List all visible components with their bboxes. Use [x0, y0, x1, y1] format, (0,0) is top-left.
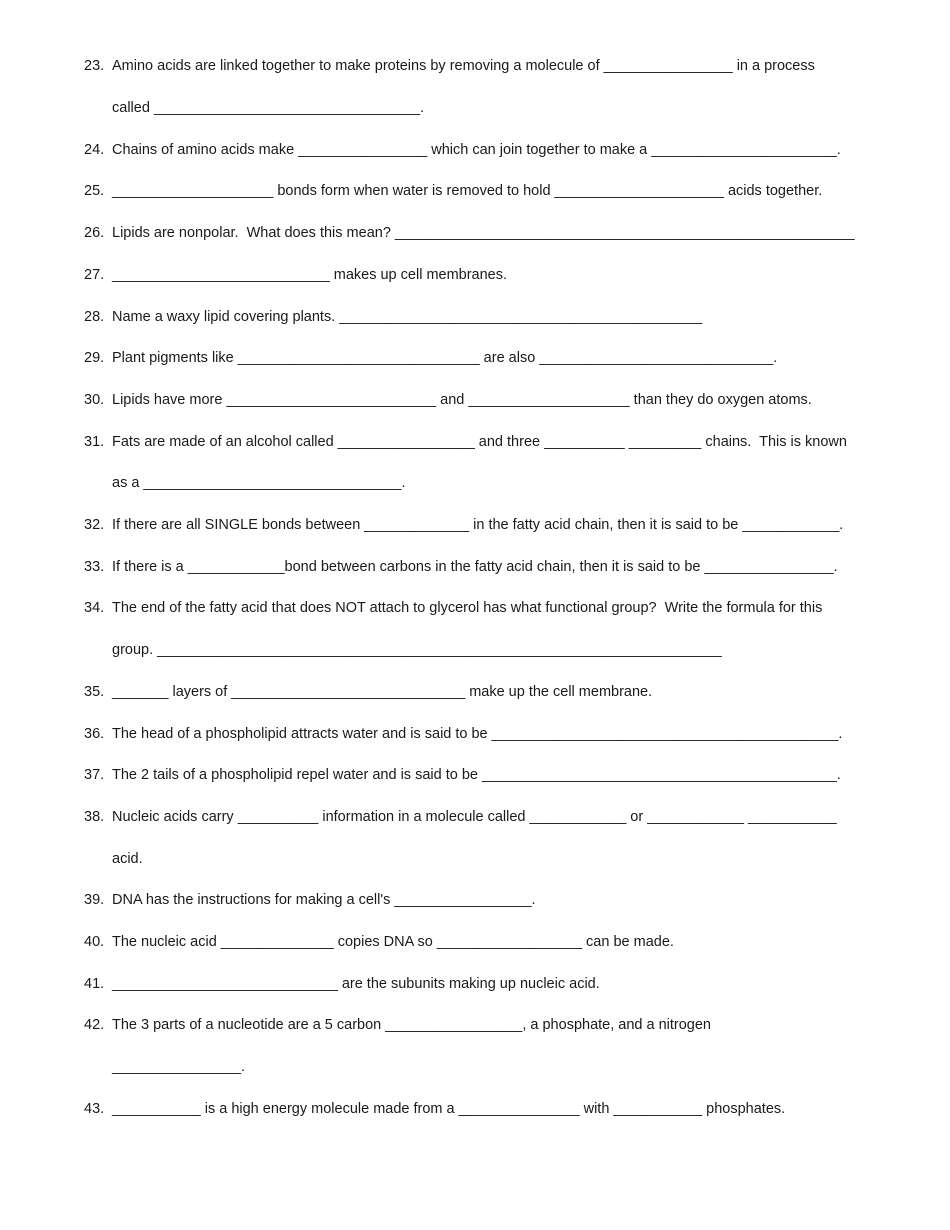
question-text: ___________ is a high energy molecule made from a _______________ with ___________ phosphates.	[112, 1101, 786, 1117]
question-31-continuation	[0, 473, 950, 493]
question-number: 25.	[84, 183, 105, 199]
question-number: 27.	[84, 267, 105, 283]
question-26	[0, 223, 950, 243]
question-text: Nucleic acids carry __________ information in a molecule called ____________ or ____________ ___________	[112, 809, 837, 825]
question-text: ____________________ bonds form when water is removed to hold _____________________ acids together.	[112, 183, 823, 199]
question-number: 38.	[84, 809, 105, 825]
question-text: Plant pigments like ______________________________ are also _____________________________.	[112, 350, 778, 366]
question-text: ___________________________ makes up cell membranes.	[112, 267, 508, 283]
question-29	[0, 348, 950, 368]
question-38-continuation	[0, 849, 950, 869]
question-32	[0, 515, 950, 535]
question-number: 39.	[84, 892, 105, 908]
question-text: group. ______________________________________________________________________	[112, 642, 722, 658]
question-23-continuation	[0, 98, 950, 118]
question-text: The 2 tails of a phospholipid repel water and is said to be ____________________________________________.	[112, 767, 841, 783]
question-30	[0, 390, 950, 410]
question-text: ________________.	[112, 1059, 246, 1075]
question-text: acid.	[112, 851, 143, 867]
question-number: 32.	[84, 517, 105, 533]
question-39	[0, 890, 950, 910]
question-number: 37.	[84, 767, 105, 783]
question-number: 41.	[84, 976, 105, 992]
question-text: Chains of amino acids make ________________ which can join together to make a _______________________.	[112, 142, 841, 158]
question-number: 24.	[84, 142, 105, 158]
question-number: 36.	[84, 726, 105, 742]
question-36	[0, 724, 950, 744]
question-number: 42.	[84, 1017, 105, 1033]
question-number: 28.	[84, 309, 105, 325]
question-text: The 3 parts of a nucleotide are a 5 carbon _________________, a phosphate, and a nitrogen	[112, 1017, 711, 1033]
question-number: 23.	[84, 58, 105, 74]
question-text: Lipids have more __________________________ and ____________________ than they do oxygen atoms.	[112, 392, 812, 408]
question-number: 40.	[84, 934, 105, 950]
question-number: 33.	[84, 559, 105, 575]
question-35	[0, 682, 950, 702]
question-number: 29.	[84, 350, 105, 366]
question-number: 30.	[84, 392, 105, 408]
question-text: _______ layers of _____________________________ make up the cell membrane.	[112, 684, 653, 700]
question-text: called _________________________________.	[112, 100, 425, 116]
question-24	[0, 140, 950, 160]
question-43	[0, 1099, 950, 1119]
question-28	[0, 307, 950, 327]
question-text: as a ________________________________.	[112, 475, 406, 491]
question-23	[0, 56, 950, 76]
question-42	[0, 1015, 950, 1035]
question-number: 35.	[84, 684, 105, 700]
question-text: Lipids are nonpolar. What does this mean? _________________________________________________________	[112, 225, 855, 241]
question-41	[0, 974, 950, 994]
question-text: The end of the fatty acid that does NOT attach to glycerol has what functional group? Write the formula for this	[112, 600, 823, 616]
question-text: DNA has the instructions for making a cell's _________________.	[112, 892, 536, 908]
question-text: The head of a phospholipid attracts water and is said to be ___________________________________________.	[112, 726, 843, 742]
question-37	[0, 765, 950, 785]
question-40	[0, 932, 950, 952]
question-27	[0, 265, 950, 285]
question-text: If there is a ____________bond between carbons in the fatty acid chain, then it is said to be ________________.	[112, 559, 838, 575]
question-number: 34.	[84, 600, 105, 616]
question-text: If there are all SINGLE bonds between _____________ in the fatty acid chain, then it is said to be ____________.	[112, 517, 844, 533]
question-31	[0, 432, 950, 452]
question-42-continuation	[0, 1057, 950, 1077]
question-text: Fats are made of an alcohol called _________________ and three __________ _________ chains. This is known	[112, 434, 847, 450]
question-text: Amino acids are linked together to make proteins by removing a molecule of ________________ in a process	[112, 58, 815, 74]
question-number: 31.	[84, 434, 105, 450]
question-number: 43.	[84, 1101, 105, 1117]
question-33	[0, 557, 950, 577]
question-text: The nucleic acid ______________ copies DNA so __________________ can be made.	[112, 934, 674, 950]
question-number: 26.	[84, 225, 105, 241]
question-25	[0, 181, 950, 201]
question-text: Name a waxy lipid covering plants. _____________________________________________	[112, 309, 703, 325]
question-34	[0, 598, 950, 618]
question-38	[0, 807, 950, 827]
question-text: ____________________________ are the subunits making up nucleic acid.	[112, 976, 600, 992]
question-34-continuation	[0, 640, 950, 660]
